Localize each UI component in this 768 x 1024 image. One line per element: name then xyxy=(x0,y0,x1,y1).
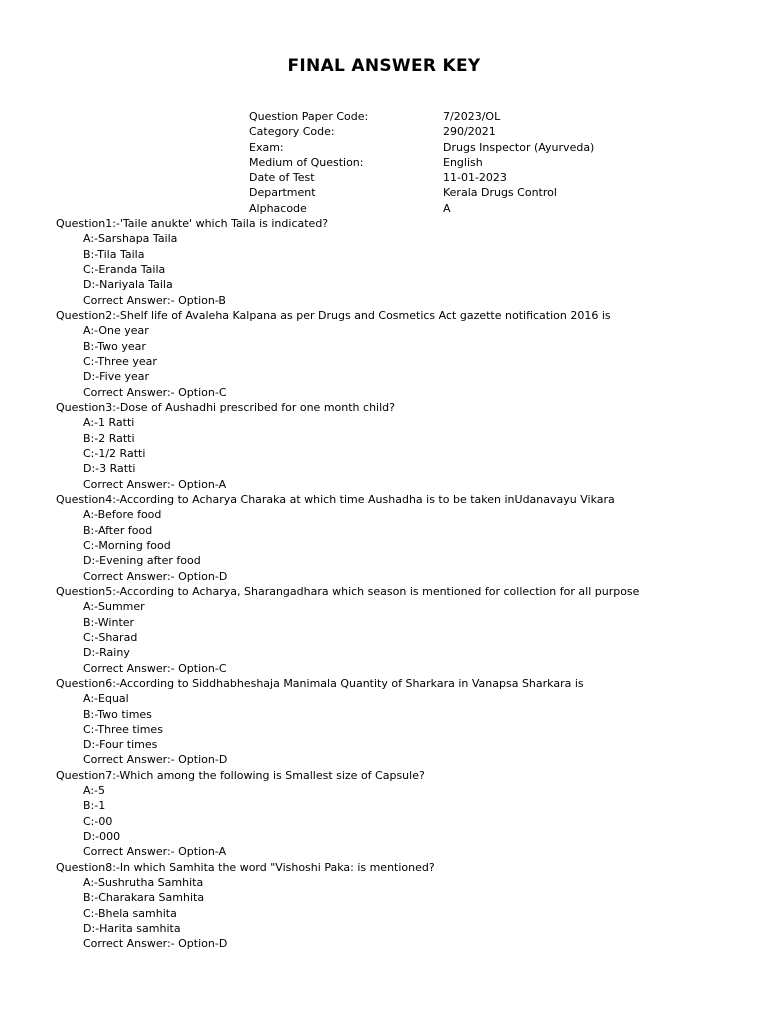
meta-value: English xyxy=(443,155,483,169)
question-block-2 xyxy=(56,308,756,400)
option-b: B:-Tila Taila xyxy=(83,247,145,261)
option-d: D:-Five year xyxy=(83,370,150,384)
question-block-3 xyxy=(56,400,756,492)
meta-label: Medium of Question: xyxy=(249,155,364,169)
meta-label: Question Paper Code: xyxy=(249,110,369,123)
option-b: B:-Two times xyxy=(83,707,152,721)
option-d: D:-Harita samhita xyxy=(83,922,181,936)
question-text: Question3:-Dose of Aushadhi prescribed for one month child? xyxy=(56,400,395,414)
meta-row-date xyxy=(249,170,594,185)
option-c: C:-Three times xyxy=(83,722,163,736)
question-text: Question1:-'Taile anukte' which Taila is indicated? xyxy=(56,217,329,230)
correct-answer: Correct Answer:- Option-D xyxy=(83,937,228,951)
meta-row-department xyxy=(249,185,594,200)
question-text: Question6:-According to Siddhabheshaja Manimala Quantity of Sharkara in Vanapsa Sharkara is xyxy=(56,676,584,690)
option-c: C:-Bhela samhita xyxy=(83,906,177,920)
option-b: B:-Charakara Samhita xyxy=(83,891,205,905)
correct-answer: Correct Answer:- Option-D xyxy=(83,753,228,767)
option-d: D:-000 xyxy=(83,830,121,844)
option-a: A:-Equal xyxy=(83,692,129,706)
question-text: Question2:-Shelf life of Avaleha Kalpana as per Drugs and Cosmetics Act gazette notification 2016 is xyxy=(56,308,611,322)
option-a: A:-Sarshapa Taila xyxy=(83,232,178,246)
option-d: D:-3 Ratti xyxy=(83,462,136,476)
option-c: C:-Sharad xyxy=(83,630,138,644)
meta-value: 290/2021 xyxy=(443,125,496,139)
option-c: C:-00 xyxy=(83,814,113,828)
option-c: C:-1/2 Ratti xyxy=(83,446,146,460)
option-a: A:-5 xyxy=(83,784,106,798)
meta-row-alphacode xyxy=(249,201,594,216)
option-d: D:-Four times xyxy=(83,738,158,752)
meta-label: Exam: xyxy=(249,140,284,154)
option-a: A:-1 Ratti xyxy=(83,416,135,430)
meta-row-category-code xyxy=(249,124,594,139)
meta-row-exam xyxy=(249,140,594,155)
meta-label: Date of Test xyxy=(249,171,315,185)
option-b: B:-Two year xyxy=(83,339,146,353)
option-d: D:-Evening after food xyxy=(83,554,201,568)
option-a: A:-Summer xyxy=(83,600,145,614)
question-text: Question5:-According to Acharya, Sharangadhara which season is mentioned for collection for all purpose xyxy=(56,584,640,598)
page-title: FINAL ANSWER KEY xyxy=(287,56,481,76)
correct-answer: Correct Answer:- Option-A xyxy=(83,477,227,491)
correct-answer: Correct Answer:- Option-B xyxy=(83,293,226,307)
option-c: C:-Three year xyxy=(83,354,157,368)
option-c: C:-Eranda Taila xyxy=(83,262,166,276)
meta-value: A xyxy=(443,201,451,215)
meta-label: Category Code: xyxy=(249,125,335,139)
correct-answer: Correct Answer:- Option-C xyxy=(83,661,227,675)
question-list xyxy=(56,216,756,952)
option-a: A:-Before food xyxy=(83,508,162,522)
correct-answer: Correct Answer:- Option-A xyxy=(83,845,227,859)
option-b: B:-Winter xyxy=(83,615,135,629)
question-text: Question4:-According to Acharya Charaka at which time Aushadha is to be taken inUdanavayu Vikara xyxy=(56,492,615,506)
option-b: B:-2 Ratti xyxy=(83,431,135,445)
option-d: D:-Rainy xyxy=(83,646,130,660)
correct-answer: Correct Answer:- Option-C xyxy=(83,385,227,399)
meta-label: Department xyxy=(249,186,316,200)
meta-value: 11-01-2023 xyxy=(443,171,507,185)
option-b: B:-1 xyxy=(83,799,106,813)
question-block-5 xyxy=(56,584,756,676)
option-d: D:-Nariyala Taila xyxy=(83,278,173,292)
meta-value: Drugs Inspector (Ayurveda) xyxy=(443,140,595,154)
meta-value: Kerala Drugs Control xyxy=(443,186,557,200)
correct-answer: Correct Answer:- Option-D xyxy=(83,569,228,583)
meta-row-paper-code xyxy=(249,109,594,124)
question-text: Question8:-In which Samhita the word "Vishoshi Paka: is mentioned? xyxy=(56,860,435,874)
question-block-7 xyxy=(56,768,756,860)
option-a: A:-One year xyxy=(83,324,149,338)
meta-value: 7/2023/OL xyxy=(443,110,501,123)
exam-meta-table xyxy=(249,109,594,216)
option-a: A:-Sushrutha Samhita xyxy=(83,876,204,890)
question-block-4 xyxy=(56,492,756,584)
option-c: C:-Morning food xyxy=(83,538,171,552)
question-block-8 xyxy=(56,860,756,952)
question-block-1 xyxy=(56,216,756,308)
question-text: Question7:-Which among the following is Smallest size of Capsule? xyxy=(56,768,425,782)
option-b: B:-After food xyxy=(83,523,153,537)
meta-label: Alphacode xyxy=(249,201,307,215)
question-block-6 xyxy=(56,676,756,768)
meta-row-medium xyxy=(249,155,594,170)
